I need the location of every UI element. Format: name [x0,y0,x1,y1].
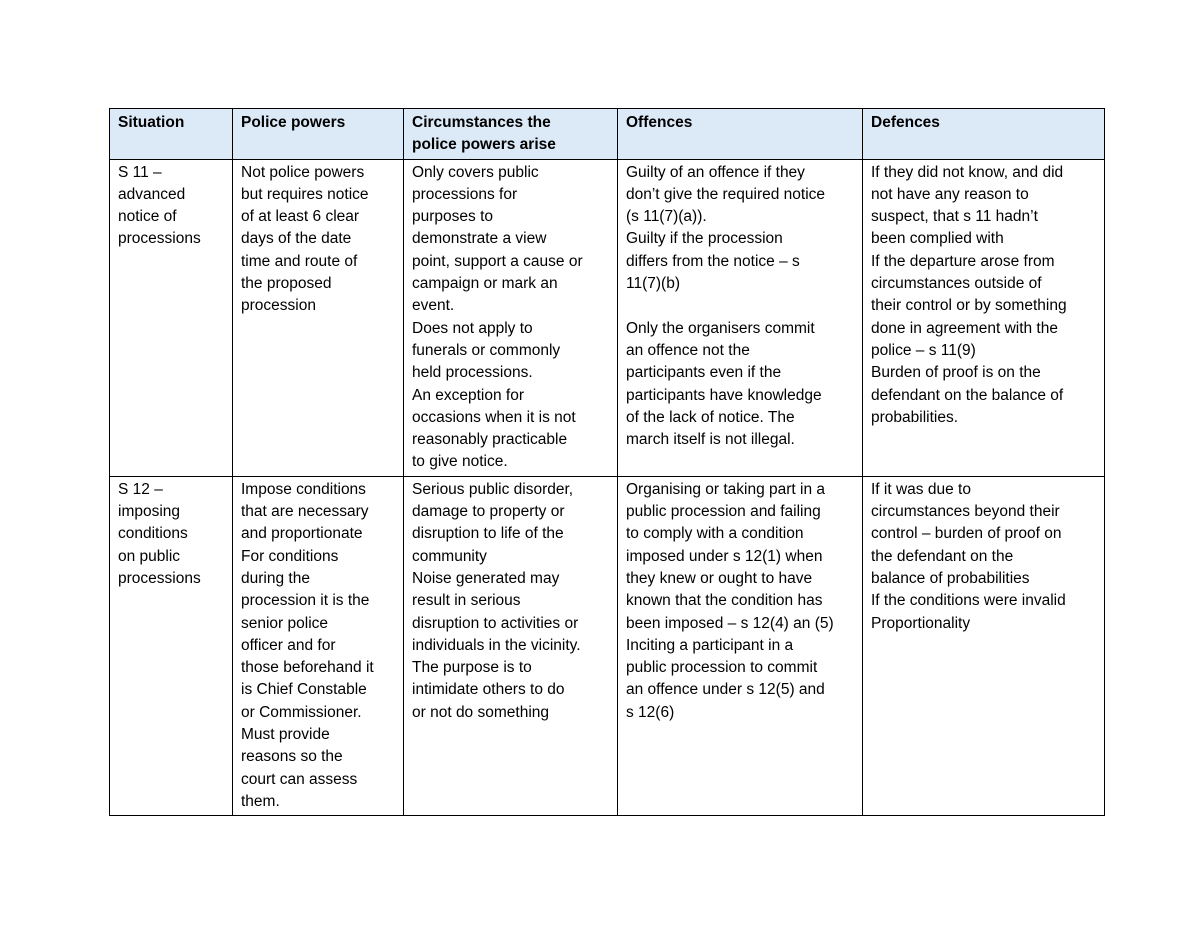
cell-text-line: Only the organisers commit [626,319,815,337]
header-police-powers: Police powers [233,109,404,160]
cell-text-line: s 12(6) [626,703,675,721]
cell-text-line: and proportionate [241,525,363,543]
cell-text-line: during the [241,569,310,587]
cell-text-line: done in agreement with the [871,319,1058,337]
cell-text-line: Impose conditions [241,480,366,498]
cell-text-line: march itself is not illegal. [626,431,795,449]
cell-text-line: an offence not the [626,341,750,359]
cell-offences [618,159,863,476]
table-row-s11 [110,159,1105,476]
cell-text-line: balance of probabilities [871,569,1030,587]
cell-text-line [626,295,856,317]
cell-text-line: differs from the notice – s [626,252,800,270]
cell-text-line: Only covers public [412,163,539,181]
cell-text-line: Guilty if the procession [626,230,783,248]
cell-text-line: If the departure arose from [871,252,1055,270]
cell-text-line: the defendant on the [871,547,1014,565]
cell-text-line: circumstances beyond their [871,503,1060,521]
cell-text-line: funerals or commonly [412,341,561,359]
cell-police-powers [233,159,404,476]
cell-text-line: community [412,547,487,565]
cell-text-line: Guilty of an offence if they [626,163,805,181]
cell-circumstances [404,159,618,476]
cell-text-line: of the lack of notice. The [626,408,795,426]
cell-text-line: intimidate others to do [412,681,565,699]
cell-text-line: If it was due to [871,480,971,498]
cell-text-line: demonstrate a view [412,230,547,248]
cell-text-line: Does not apply to [412,319,533,337]
cell-text-line: The purpose is to [412,659,532,677]
cell-situation [110,476,233,815]
cell-text-line: point, support a cause or [412,252,583,270]
cell-text-line: processions [118,569,201,587]
cell-text-line: or not do something [412,703,550,721]
cell-text-line: Noise generated may [412,569,560,587]
cell-text-line: Circumstances the [412,114,551,131]
cell-text-line: is Chief Constable [241,681,367,699]
cell-text-line: processions [118,230,201,248]
cell-text-line: Proportionality [871,614,971,632]
cell-offences [618,476,863,815]
cell-text-line: purposes to [412,208,493,226]
cell-text-line: they knew or ought to have [626,569,813,587]
cell-text-line: Inciting a participant in a [626,636,794,654]
cell-text-line: S 11 – [118,163,162,181]
cell-text-line: defendant on the balance of [871,386,1064,404]
cell-situation [110,159,233,476]
cell-text-line: Not police powers [241,163,365,181]
cell-text-line: control – burden of proof on [871,525,1062,543]
cell-defences [863,159,1105,476]
cell-text-line: occasions when it is not [412,408,576,426]
cell-text-line: police – s 11(9) [871,341,976,359]
cell-text-line: been complied with [871,230,1004,248]
cell-text-line: procession [241,297,316,315]
cell-text-line: don’t give the required notice [626,185,826,203]
cell-text-line: procession it is the [241,592,370,610]
cell-text-line: participants even if the [626,364,782,382]
cell-circumstances [404,476,618,815]
cell-text-line: individuals in the vicinity. [412,636,581,654]
cell-text-line: an offence under s 12(5) and [626,681,825,699]
cell-text-line: For conditions [241,547,339,565]
cell-text-line: Burden of proof is on the [871,364,1041,382]
cell-text-line: processions for [412,185,518,203]
table-row-s12 [110,476,1105,815]
cell-text-line: court can assess [241,770,358,788]
cell-text-line: public procession and failing [626,503,821,521]
cell-police-powers [233,476,404,815]
cell-text-line: suspect, that s 11 hadn’t [871,208,1038,226]
cell-text-line: or Commissioner. [241,703,362,721]
cell-text-line: advanced [118,185,186,203]
cell-text-line: their control or by something [871,297,1067,315]
cell-text-line: event. [412,297,455,315]
header-offences: Offences [618,109,863,160]
cell-text-line: officer and for [241,636,336,654]
cell-text-line: that are necessary [241,503,369,521]
cell-text-line: probabilities. [871,408,959,426]
cell-text-line: S 12 – [118,480,163,498]
cell-text-line: imposing [118,503,181,521]
cell-text-line: reasonably practicable [412,431,568,449]
cell-text-line: Organising or taking part in a [626,480,826,498]
header-defences: Defences [863,109,1105,160]
cell-text-line: Must provide [241,726,330,744]
police-powers-table [109,108,1105,816]
cell-text-line: circumstances outside of [871,275,1042,293]
cell-text-line: those beforehand it [241,659,374,677]
cell-text-line: disruption to activities or [412,614,579,632]
cell-text-line: known that the condition has [626,592,823,610]
cell-defences [863,476,1105,815]
cell-text-line: If the conditions were invalid [871,592,1066,610]
cell-text-line: result in serious [412,592,521,610]
cell-text-line: reasons so the [241,748,343,766]
cell-text-line: participants have knowledge [626,386,822,404]
cell-text-line: held processions. [412,364,533,382]
cell-text-line: to give notice. [412,453,508,471]
cell-text-line: notice of [118,208,177,226]
cell-text-line: the proposed [241,275,332,293]
cell-text-line: 11(7)(b) [626,275,680,293]
cell-text-line: public procession to commit [626,659,818,677]
cell-text-line: disruption to life of the [412,525,564,543]
cell-text-line: (s 11(7)(a)). [626,208,707,226]
cell-text-line: senior police [241,614,329,632]
cell-text-line: on public [118,547,181,565]
cell-text-line: police powers arise [412,136,556,154]
cell-text-line: damage to property or [412,503,565,521]
cell-text-line: An exception for [412,386,525,404]
cell-text-line: Serious public disorder, [412,480,574,498]
cell-text-line: If they did not know, and did [871,163,1064,181]
cell-text-line: not have any reason to [871,185,1029,203]
header-situation: Situation [110,109,233,160]
header-circumstances [404,109,618,160]
cell-text-line: campaign or mark an [412,275,558,293]
cell-text-line: conditions [118,525,188,543]
cell-text-line: imposed under s 12(1) when [626,547,823,565]
cell-text-line: days of the date [241,230,352,248]
cell-text-line: but requires notice [241,185,369,203]
cell-text-line: of at least 6 clear [241,208,360,226]
cell-text-line: them. [241,792,280,810]
cell-text-line: been imposed – s 12(4) an (5) [626,614,834,632]
cell-text-line: time and route of [241,252,358,270]
cell-text-line: to comply with a condition [626,525,804,543]
table-header-row [110,109,1105,160]
